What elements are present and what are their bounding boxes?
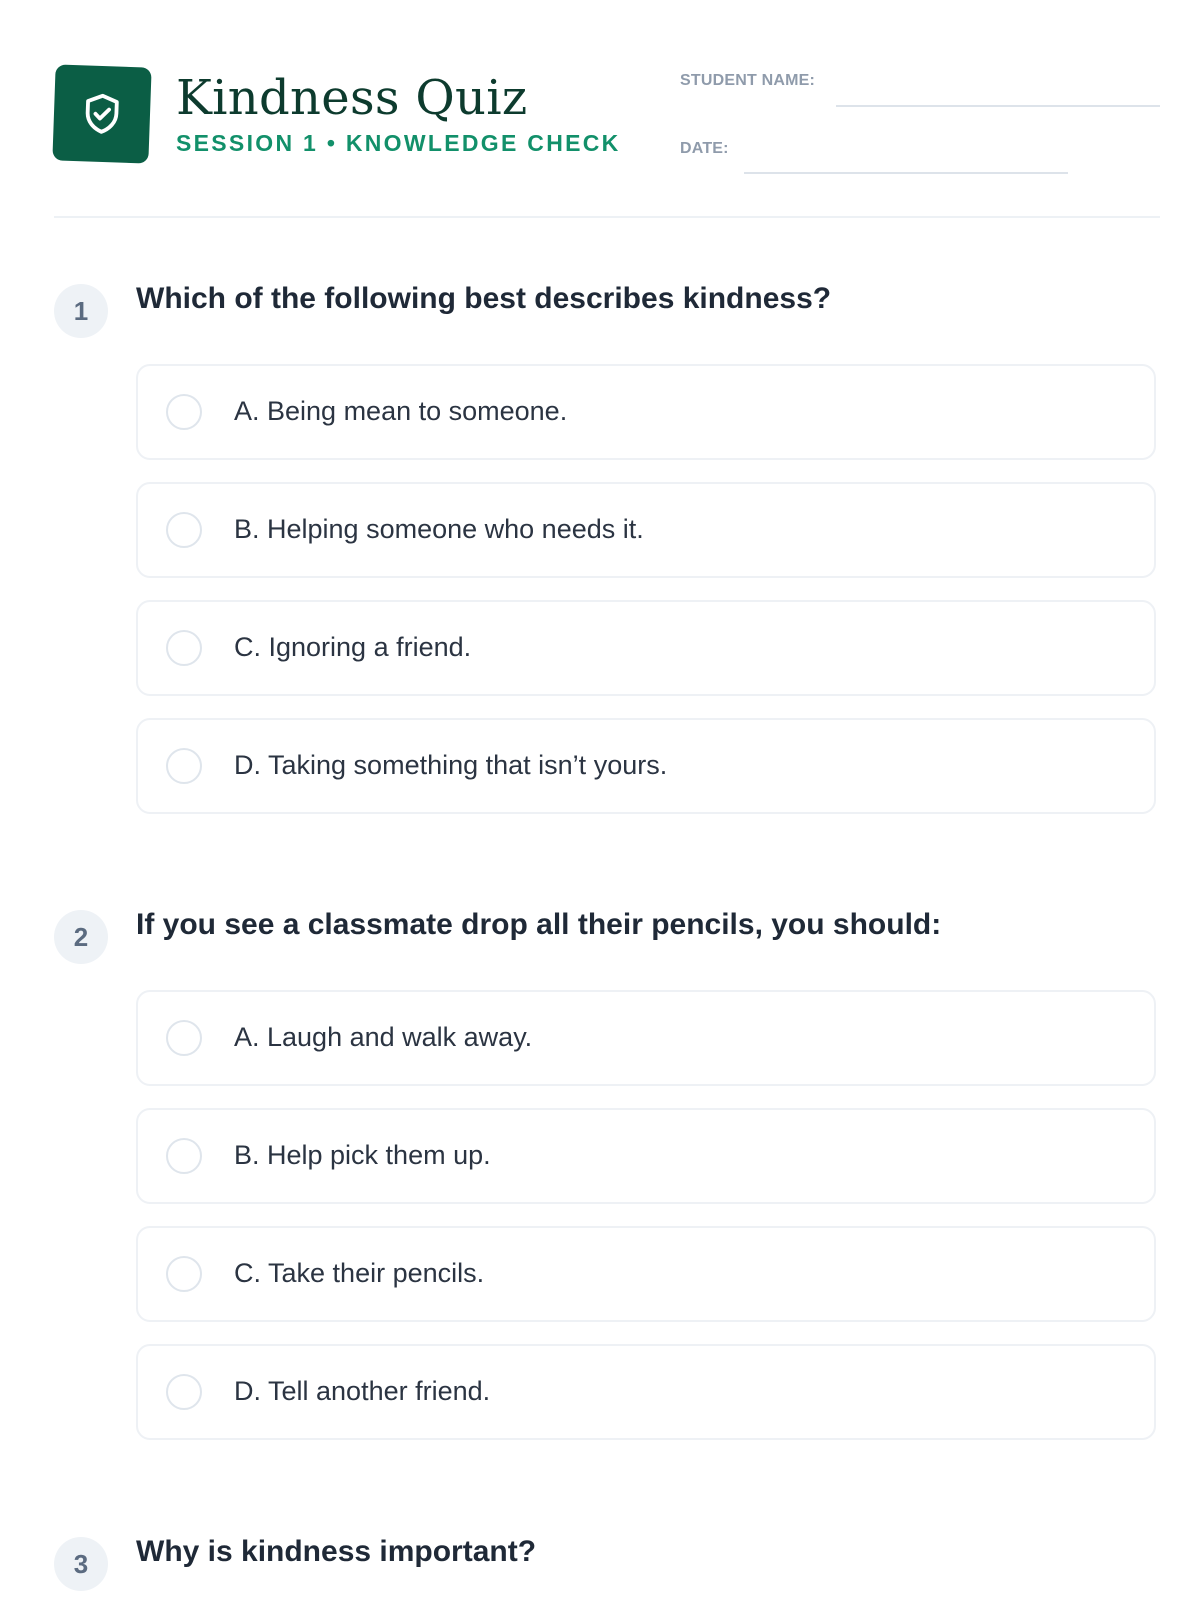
radio-button[interactable] <box>166 1138 202 1174</box>
question-text: Why is kindness important? <box>136 1535 537 1568</box>
answer-option-label: A. Being mean to someone. <box>234 396 568 426</box>
answer-option-d[interactable] <box>136 718 1156 814</box>
answer-option-label: B. Helping someone who needs it. <box>234 514 644 544</box>
page-title: Kindness Quiz <box>176 70 528 126</box>
answer-option-label: C. Take their pencils. <box>234 1258 485 1288</box>
shield-check-icon <box>78 90 126 138</box>
answer-option-label: C. Ignoring a friend. <box>234 632 472 662</box>
answer-option-label: A. Laugh and walk away. <box>234 1022 533 1052</box>
date-label: DATE: <box>680 140 729 157</box>
answer-option-c[interactable] <box>136 1226 1156 1322</box>
radio-button[interactable] <box>166 1256 202 1292</box>
answer-option-c[interactable] <box>136 600 1156 696</box>
question-text: Which of the following best describes kindness? <box>136 282 832 315</box>
question-text: If you see a classmate drop all their pencils, you should: <box>136 908 942 941</box>
radio-button[interactable] <box>166 394 202 430</box>
radio-button[interactable] <box>166 630 202 666</box>
answer-option-b[interactable] <box>136 482 1156 578</box>
question-number-badge: 3 <box>54 1537 108 1591</box>
radio-button[interactable] <box>166 748 202 784</box>
question-number-badge: 1 <box>54 284 108 338</box>
answer-option-a[interactable] <box>136 990 1156 1086</box>
logo <box>52 64 151 163</box>
answer-option-d[interactable] <box>136 1344 1156 1440</box>
page-subtitle: SESSION 1 • KNOWLEDGE CHECK <box>176 130 621 156</box>
date-field[interactable] <box>744 172 1068 174</box>
answer-option-label: D. Taking something that isn’t yours. <box>234 750 668 780</box>
radio-button[interactable] <box>166 1374 202 1410</box>
answer-option-b[interactable] <box>136 1108 1156 1204</box>
answer-option-label: D. Tell another friend. <box>234 1376 491 1406</box>
answer-option-label: B. Help pick them up. <box>234 1140 491 1170</box>
quiz-header <box>54 66 1160 218</box>
radio-button[interactable] <box>166 512 202 548</box>
radio-button[interactable] <box>166 1020 202 1056</box>
answer-option-a[interactable] <box>136 364 1156 460</box>
question-number-badge: 2 <box>54 910 108 964</box>
header-divider <box>54 216 1160 218</box>
student-name-label: STUDENT NAME: <box>680 72 816 89</box>
student-name-field[interactable] <box>836 105 1160 107</box>
